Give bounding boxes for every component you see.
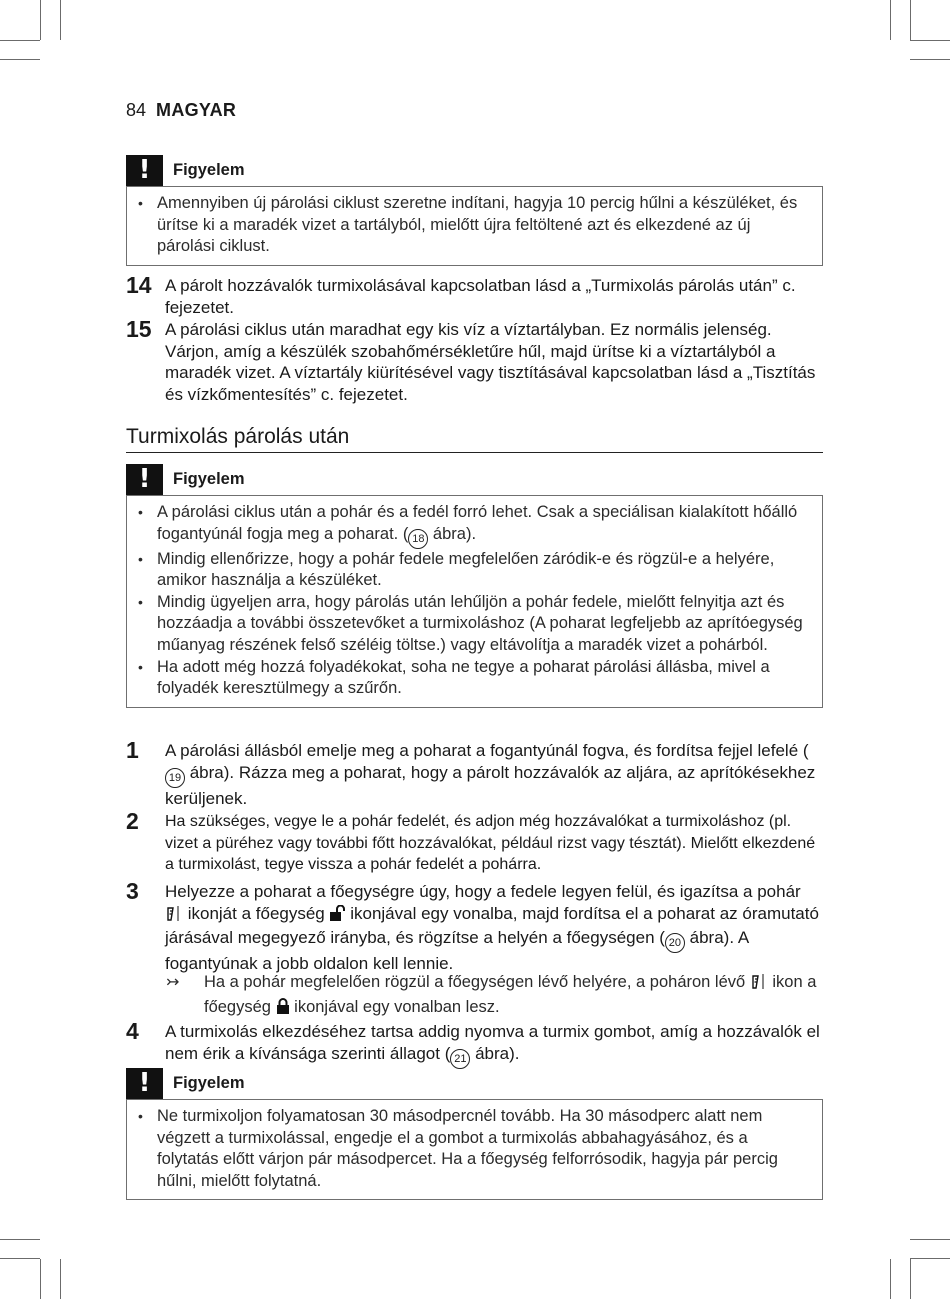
result-arrow-icon: ↣	[166, 974, 180, 991]
result-note	[166, 972, 823, 1021]
caution-box-1	[126, 155, 823, 266]
figure-ref: 20	[665, 933, 685, 953]
lock-icon	[276, 998, 290, 1022]
step-text: Ha szükséges, vegye le a pohár fedelét, és adjon még hozzávalókat a turmixoláshoz (pl. vizet a püréhez vagy további főtt hozzávalókat, például rizst vagy tésztát). Mielőtt elkezdené a turmixolást, tegye vissza a pohár fedelét a pohárra.	[165, 813, 816, 874]
caution-title: Figyelem	[173, 470, 245, 488]
step-3	[126, 878, 823, 975]
section-title: Turmixolás párolás után	[126, 425, 823, 453]
step-text: A turmixolás elkezdéséhez tartsa addig nyomva a turmix gombot, amíg a hozzávalók el nem érik a kívánsága szerinti állagot ( 21 ábra).	[165, 1021, 823, 1069]
crop-mark	[910, 40, 950, 41]
caution-item: • Mindig ügyeljen arra, hogy párolás után lehűljön a pohár fedele, mielőtt felnyitja azt és hozzáadja a további összetevőket a turmixoláshoz (A poharat legfeljebb az aprítóegység műanyag részének felső széléig töltse.) vagy eltávolítja a maradék vizet a pohárból.	[157, 592, 806, 657]
crop-mark	[910, 59, 950, 60]
caution-title: Figyelem	[173, 1074, 245, 1092]
caution-item: • Amennyiben új párolási ciklust szeretne indítani, hagyja 10 percig hűlni a készüléket, és ürítse ki a maradék vizet a tartályból, mielőtt újra feltöltené azt és elkezdené az új párolási ciklust.	[157, 193, 806, 258]
caution-item: • Ha adott még hozzá folyadékokat, soha ne tegye a poharat párolási állásba, mivel a folyadék keresztülmegy a szűrőn.	[157, 657, 806, 700]
caution-title: Figyelem	[173, 161, 245, 179]
step-number: 4	[126, 1018, 139, 1044]
crop-mark	[0, 1258, 40, 1259]
step-text: A párolási állásból emelje meg a poharat a fogantyúnál fogva, és fordítsa fejjel lefelé (19 ábra). Rázza meg a poharat, hogy a párolt hozzávalók az aljára, az aprítókésekhez kerüljenek.	[165, 741, 816, 808]
caution-box-3	[126, 1068, 823, 1200]
crop-mark	[910, 1239, 950, 1240]
page-header	[126, 100, 236, 121]
crop-mark	[910, 0, 911, 40]
figure-ref: 19	[165, 768, 185, 788]
exclamation-icon: !	[126, 464, 163, 495]
result-text: Ha a pohár megfelelően rögzül a főegységen lévő helyére, a poháron lévő ikon a főegység ikonjával egy vonalban lesz.	[204, 972, 823, 1021]
crop-mark	[910, 1258, 950, 1259]
caution-box-2	[126, 464, 823, 708]
crop-mark	[40, 0, 41, 40]
exclamation-icon: !	[126, 155, 163, 186]
step-text: A párolt hozzávalók turmixolásával kapcsolatban lásd a „Turmixolás párolás után” c. fejezetet.	[165, 276, 796, 317]
caution-item: • A párolási ciklus után a pohár és a fedél forró lehet. Csak a speciálisan kialakított hőálló fogantyúnál fogja meg a poharat. ( 18 ábra).	[157, 502, 806, 549]
step-number: 2	[126, 808, 139, 834]
language-label: MAGYAR	[156, 100, 237, 120]
crop-mark	[0, 59, 40, 60]
step-text: Helyezze a poharat a főegységre úgy, hogy a fedele legyen felül, és igazítsa a pohár ikonját a főegység ikonjával egy vonalba, majd fordítsa el a poharat az óramutató járásával megegyező irányba, és rögzítse a helyén a főegységen ( 20 ábra). A fogantyúnak a jobb oldalon kell lennie.	[165, 882, 819, 974]
crop-mark	[60, 0, 61, 40]
figure-ref: 18	[408, 529, 428, 549]
crop-mark	[40, 1259, 41, 1299]
step-number: 1	[126, 737, 139, 763]
caution-item: • Ne turmixoljon folyamatosan 30 másodpercnél tovább. Ha 30 másodperc alatt nem végzett a turmixolással, engedje el a gombot a turmixolás abbahagyásához, és a folytatás előtt várjon pár másodpercet. Ha a főegység felforrósodik, hagyja pár percig hűlni, mielőtt folytatná.	[157, 1106, 806, 1192]
jar-icon	[750, 973, 768, 997]
step-4	[126, 1018, 823, 1069]
step-number: 3	[126, 878, 139, 904]
crop-mark	[910, 1259, 911, 1299]
crop-mark	[890, 1259, 891, 1299]
crop-mark	[890, 0, 891, 40]
exclamation-icon: !	[126, 1068, 163, 1099]
step-15	[126, 316, 823, 405]
step-1	[126, 737, 823, 809]
caution-item: • Mindig ellenőrizze, hogy a pohár fedele megfelelően záródik-e és rögzül-e a helyére, amikor használja a készüléket.	[157, 549, 806, 592]
crop-mark	[0, 1239, 40, 1240]
figure-ref: 21	[450, 1049, 470, 1069]
step-number: 15	[126, 316, 152, 342]
jar-icon	[165, 905, 183, 928]
crop-mark	[0, 40, 40, 41]
step-14	[126, 272, 823, 318]
step-2	[126, 808, 823, 876]
crop-mark	[60, 1259, 61, 1299]
unlock-icon	[329, 905, 345, 928]
page-number: 84	[126, 100, 147, 120]
step-number: 14	[126, 272, 152, 298]
step-text: A párolási ciklus után maradhat egy kis víz a víztartályban. Ez normális jelenség. Várjon, amíg a készülék szobahőmérsékletűre hűl, majd ürítse ki a víztartályból a maradék vizet. A víztartály kiürítésével vagy tisztításával kapcsolatban lásd a „Tisztítás és vízkőmentesítés” c. fejezetet.	[165, 320, 816, 404]
